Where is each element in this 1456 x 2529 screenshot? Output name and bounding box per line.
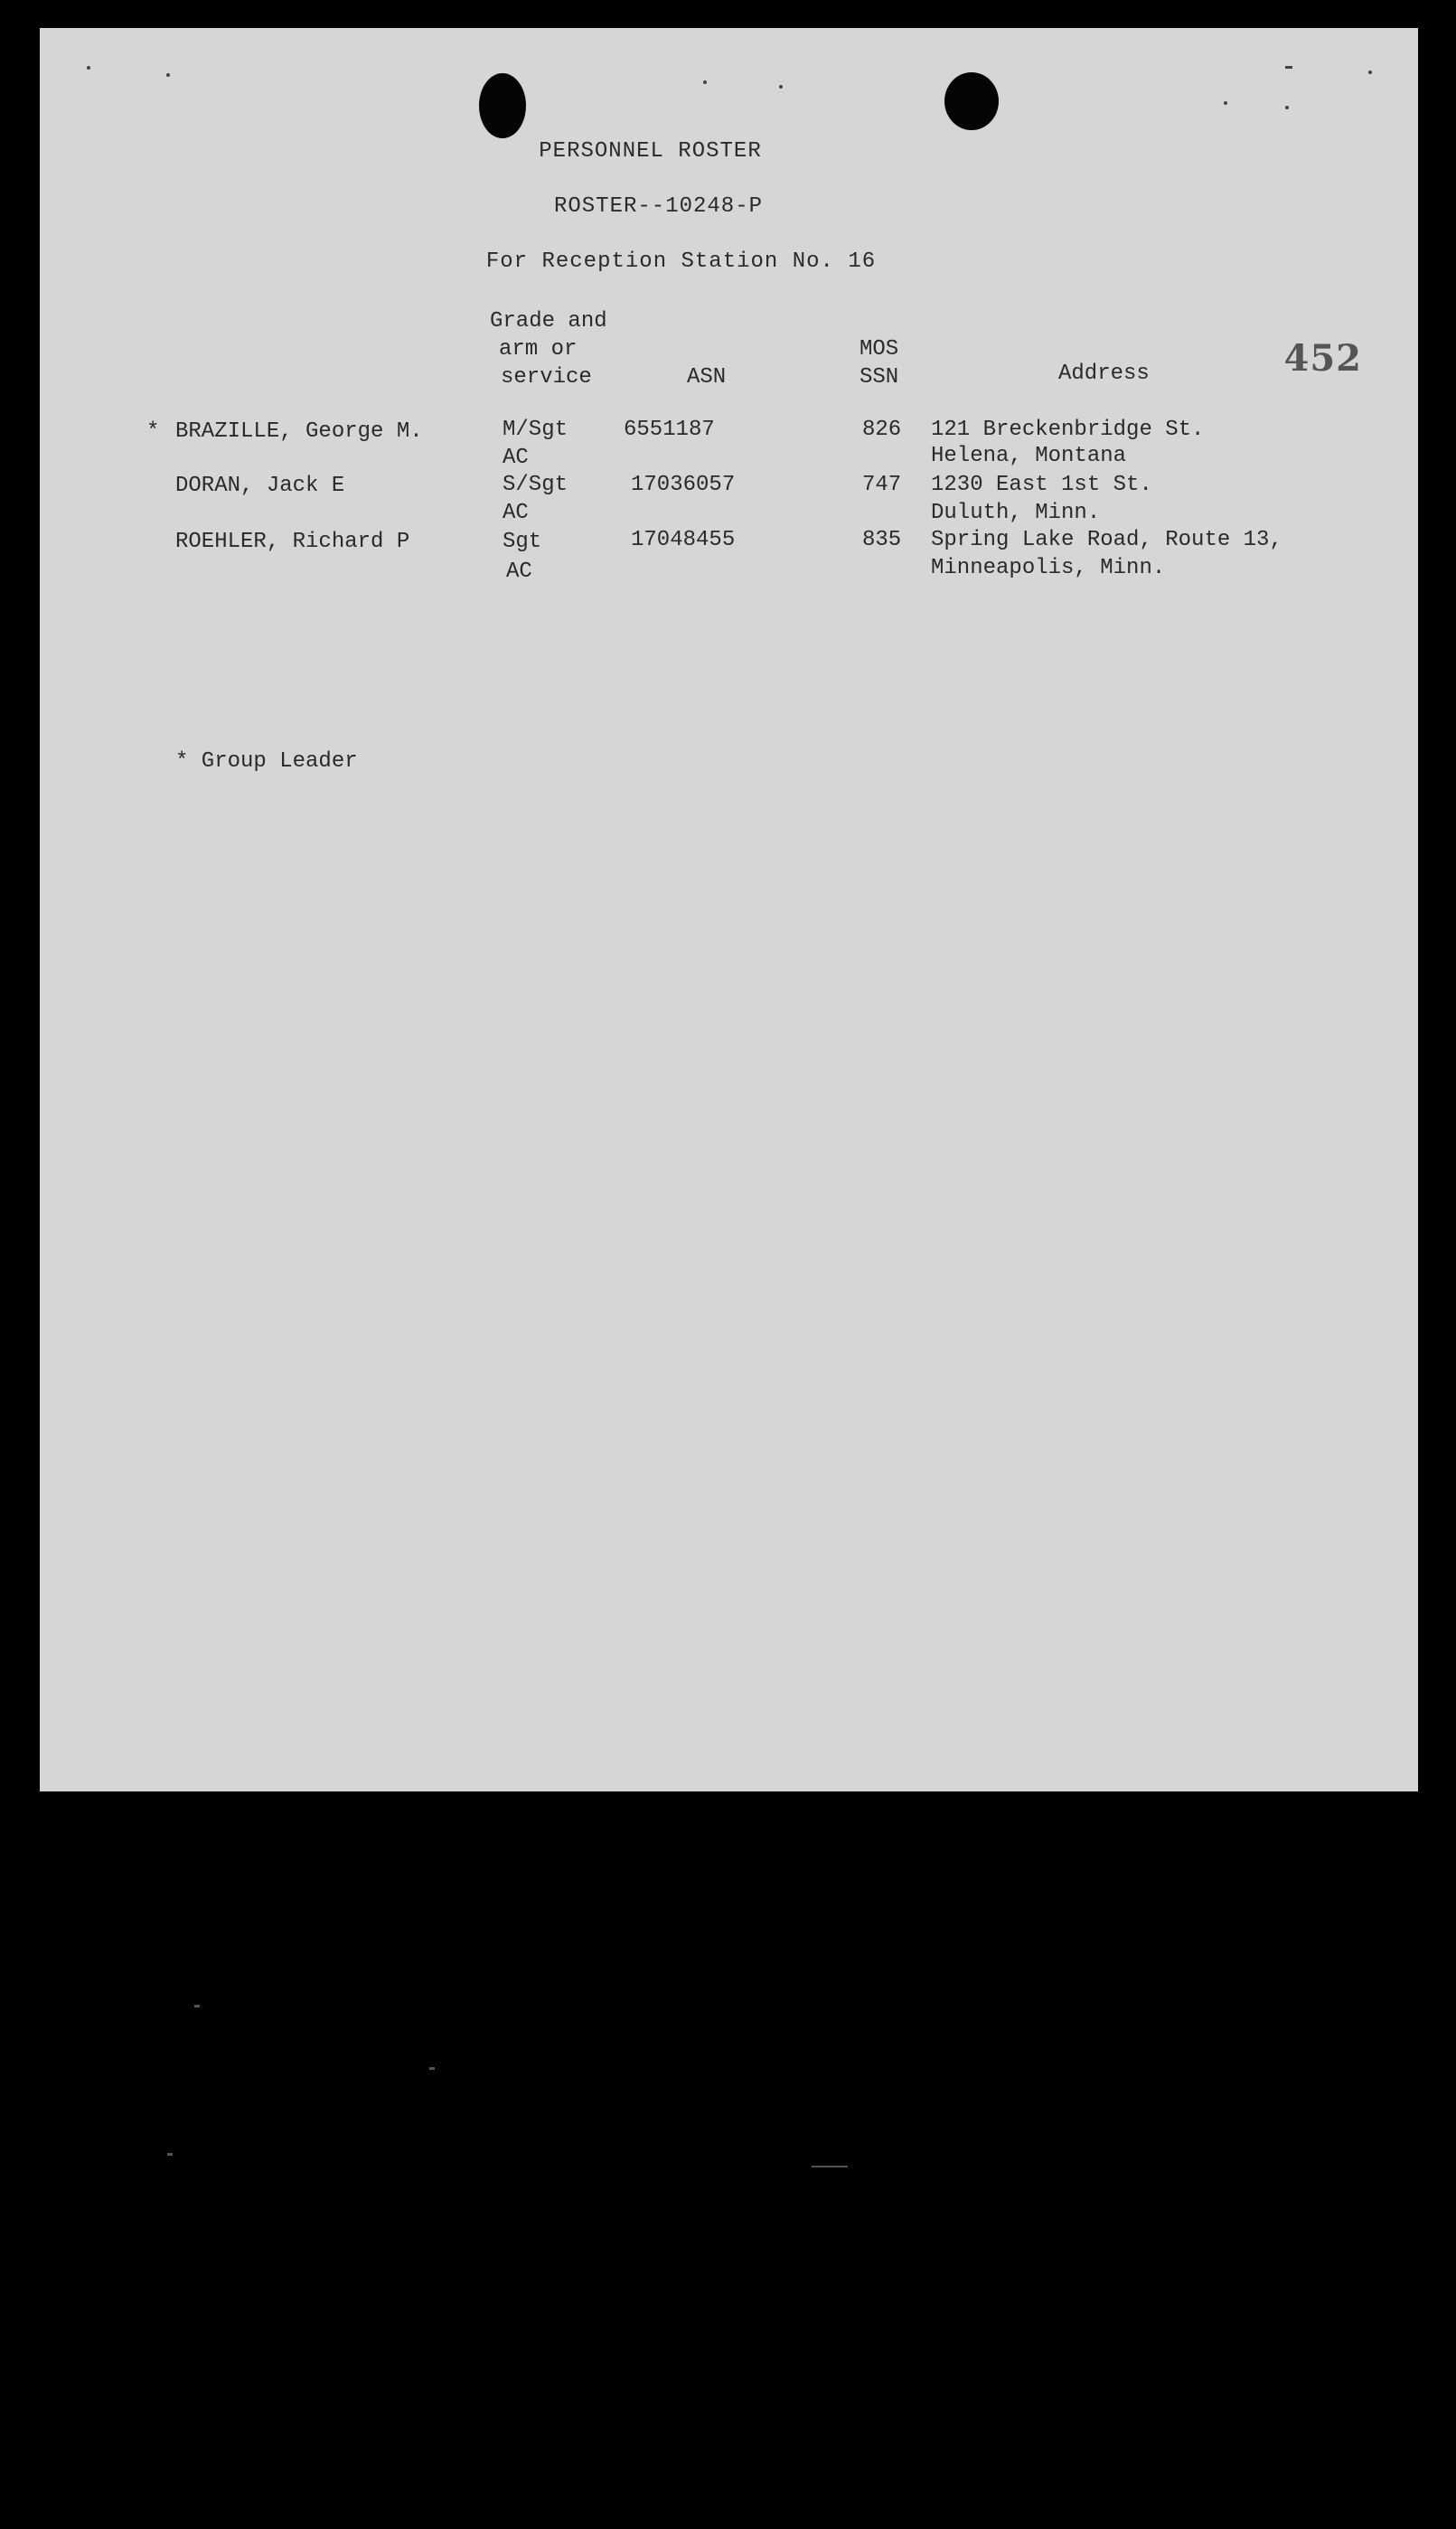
roster-number: ROSTER--10248-P — [553, 194, 764, 219]
speck — [1285, 66, 1292, 69]
column-header-grade-line3: service — [501, 365, 592, 390]
row-service: AC — [506, 559, 532, 584]
scan-mark — [812, 2166, 848, 2167]
row-service: AC — [503, 446, 529, 470]
row-mos: 747 — [862, 473, 902, 497]
row-address-line2: Helena, Montana — [931, 444, 1127, 468]
column-header-mos-line2: SSN — [860, 365, 899, 390]
speck — [166, 73, 170, 77]
speck — [1285, 106, 1289, 109]
scan-mark — [194, 2005, 200, 2007]
row-address-line1: 121 Breckenbridge St. — [931, 418, 1205, 442]
row-asn: 6551187 — [624, 418, 715, 442]
row-mos: 826 — [862, 418, 902, 442]
row-grade: M/Sgt — [503, 418, 568, 442]
column-header-address: Address — [1058, 362, 1150, 386]
group-leader-marker: * — [146, 419, 160, 444]
reception-station: For Reception Station No. 16 — [485, 249, 877, 274]
row-asn: 17048455 — [631, 528, 736, 552]
row-asn: 17036057 — [631, 473, 736, 497]
page-number: 452 — [1283, 337, 1362, 380]
column-header-grade — [490, 307, 607, 391]
scan-mark — [167, 2153, 173, 2156]
row-grade: S/Sgt — [503, 473, 568, 497]
speck — [1368, 71, 1372, 74]
speck — [1224, 101, 1227, 105]
row-grade: Sgt — [503, 530, 542, 554]
column-header-grade-line1: Grade and — [490, 309, 607, 334]
column-header-asn: ASN — [687, 365, 727, 390]
roster-page — [40, 28, 1418, 1791]
scan-mark — [429, 2067, 435, 2070]
row-service: AC — [503, 501, 529, 525]
row-address-line2: Duluth, Minn. — [931, 501, 1101, 525]
column-header-mos — [860, 335, 898, 391]
group-leader-footnote: * Group Leader — [175, 749, 358, 774]
row-name: ROEHLER, Richard P — [175, 530, 410, 554]
column-header-mos-line1: MOS — [860, 337, 899, 362]
punch-hole-right — [944, 72, 999, 130]
column-header-grade-line2: arm or — [499, 337, 578, 362]
row-mos: 835 — [862, 528, 902, 552]
row-name: BRAZILLE, George M. — [175, 419, 423, 444]
row-name: DORAN, Jack E — [175, 474, 345, 498]
speck — [779, 85, 783, 89]
row-address-line1: Spring Lake Road, Route 13, — [931, 528, 1282, 552]
row-address-line2: Minneapolis, Minn. — [931, 556, 1166, 580]
speck — [87, 66, 90, 70]
roster-title: PERSONNEL ROSTER — [539, 139, 762, 164]
row-address-line1: 1230 East 1st St. — [931, 473, 1152, 497]
punch-hole-left — [479, 73, 526, 138]
speck — [703, 80, 707, 84]
